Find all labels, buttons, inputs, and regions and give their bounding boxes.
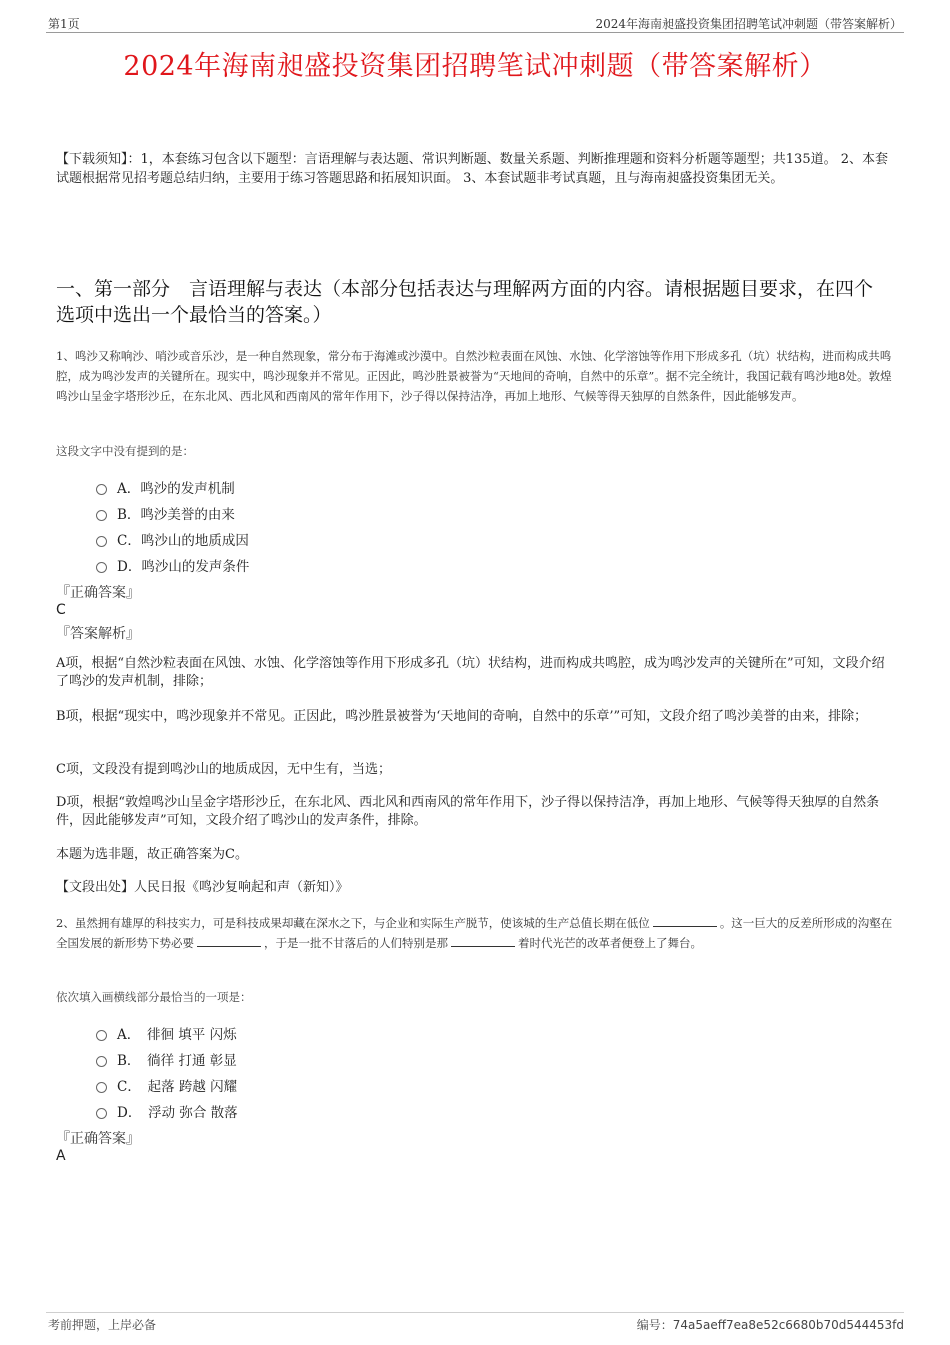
question-1-answer-label: 『正确答案』 <box>56 585 140 601</box>
question-1-text: 1、鸣沙又称响沙、哨沙或音乐沙，是一种自然现象，常分布于海滩或沙漠中。自然沙粒表面在风蚀、水蚀、化学溶蚀等作用下形成多孔（坑）状结构，进而构成共鸣腔，成为鸣沙发声的关键所在。现实中，鸣沙现象并不常见。正因此，鸣沙胜景被誉为“天地间的奇响，自然中的乐章”。据不完全统计，我国记载有鸣沙地8处。敦煌鸣沙山呈金字塔形沙丘，在东北风、西北风和西南风的常年作用下，沙子得以保持洁净，再加上地形、气候等得天独厚的自然条件，因此能够发声。 <box>56 349 892 403</box>
download-notice: 【下载须知】：1，本套练习包含以下题型：言语理解与表达题、常识判断题、数量关系题、判断推理题和资料分析题等题型；共135道。 2、本套试题根据常见招考题总结归纳，主要用于练习答题思路和拓展知识面。 3、本套试题非考试真题，且与海南昶盛投资集团无关。 <box>56 152 888 186</box>
footer-code <box>637 1316 904 1333</box>
option-label: D． 浮动 弥合 散落 <box>117 1105 238 1121</box>
question-1-analysis-label: 『答案解析』 <box>56 626 140 642</box>
question-1-answer: C <box>56 602 66 618</box>
radio-icon[interactable] <box>96 1082 107 1093</box>
page-number: 第1页 <box>48 17 80 31</box>
radio-icon[interactable] <box>96 484 107 495</box>
radio-icon[interactable] <box>96 536 107 547</box>
question-1-option-b[interactable] <box>96 503 235 523</box>
question-1-option-a[interactable] <box>96 477 235 497</box>
section-heading: 一、第一部分 言语理解与表达（本部分包括表达与理解两方面的内容。请根据题目要求，在四个选项中选出一个最恰当的答案。） <box>56 278 874 326</box>
option-label: D．鸣沙山的发声条件 <box>117 559 250 575</box>
option-label: A．鸣沙的发声机制 <box>117 481 235 497</box>
header-doc-title: 2024年海南昶盛投资集团招聘笔试冲刺题（带答案解析） <box>595 17 902 31</box>
fill-blank-2[interactable] <box>197 934 261 947</box>
analysis-item-b: B项，根据“现实中，鸣沙现象并不常见。正因此，鸣沙胜景被誉为‘天地间的奇响，自然中的乐章’”可知，文段介绍了鸣沙美誉的由来，排除； <box>56 709 868 724</box>
question-2-prompt: 依次填入画横线部分最恰当的一项是： <box>56 990 252 1004</box>
question-2-text-part: 着时代光芒的改革者便登上了舞台。 <box>518 936 702 950</box>
question-1-option-c[interactable] <box>96 529 249 549</box>
fill-blank-3[interactable] <box>451 934 515 947</box>
question-1-prompt: 这段文字中没有提到的是： <box>56 444 194 458</box>
question-2-option-c[interactable] <box>96 1075 237 1095</box>
question-2-text-part: 2、虽然拥有雄厚的科技实力，可是科技成果却藏在深水之下，与企业和实际生产脱节，使该城的生产总值长期在低位 <box>56 916 650 930</box>
question-2-answer: A <box>56 1148 66 1164</box>
radio-icon[interactable] <box>96 510 107 521</box>
option-label: B．鸣沙美誉的由来 <box>117 507 235 523</box>
radio-icon[interactable] <box>96 1056 107 1067</box>
question-2-text <box>56 913 896 953</box>
header-divider <box>46 32 904 33</box>
fill-blank-1[interactable] <box>653 914 717 927</box>
document-title: 2024年海南昶盛投资集团招聘笔试冲刺题（带答案解析） <box>123 51 827 82</box>
radio-icon[interactable] <box>96 1108 107 1119</box>
analysis-item-a: A项，根据“自然沙粒表面在风蚀、水蚀、化学溶蚀等作用下形成多孔（坑）状结构，进而构成共鸣腔，成为鸣沙发声的关键所在”可知，文段介绍了鸣沙的发声机制，排除； <box>56 656 885 689</box>
option-label: B． 徜徉 打通 彰显 <box>117 1053 237 1069</box>
radio-icon[interactable] <box>96 562 107 573</box>
question-2-option-d[interactable] <box>96 1101 238 1121</box>
question-1-source: 【文段出处】人民日报《鸣沙复响起和声（新知）》 <box>56 880 349 895</box>
footer-code-value: 74a5aeff7ea8e52c6680b70d544453fd <box>672 1318 904 1332</box>
question-2-option-b[interactable] <box>96 1049 237 1069</box>
analysis-item-c: C项，文段没有提到鸣沙山的地质成因，无中生有，当选； <box>56 762 391 777</box>
footer-divider <box>46 1312 904 1313</box>
question-2-text-part: 。这一巨大的反差所形成的沟壑在全国发展的新形势下势必要 <box>56 916 893 950</box>
option-label: C．鸣沙山的地质成因 <box>117 533 249 549</box>
analysis-item-d: D项，根据“敦煌鸣沙山呈金字塔形沙丘，在东北风、西北风和西南风的常年作用下，沙子得以保持洁净，再加上地形、气候等得天独厚的自然条件，因此能够发声”可知，文段介绍了鸣沙山的发声条件，排除。 <box>56 795 880 828</box>
radio-icon[interactable] <box>96 1030 107 1041</box>
option-label: C． 起落 跨越 闪耀 <box>117 1079 238 1095</box>
analysis-conclusion: 本题为选非题，故正确答案为C。 <box>56 847 248 862</box>
question-2-option-a[interactable] <box>96 1023 237 1043</box>
option-label: A． 徘徊 填平 闪烁 <box>117 1027 237 1043</box>
footer-code-label: 编号： <box>636 1318 673 1332</box>
question-1-option-d[interactable] <box>96 555 249 575</box>
footer-slogan: 考前押题，上岸必备 <box>48 1318 157 1332</box>
question-2-text-part: ，于是一批不甘落后的人们特别是那 <box>264 936 448 950</box>
question-2-answer-label: 『正确答案』 <box>56 1131 140 1147</box>
